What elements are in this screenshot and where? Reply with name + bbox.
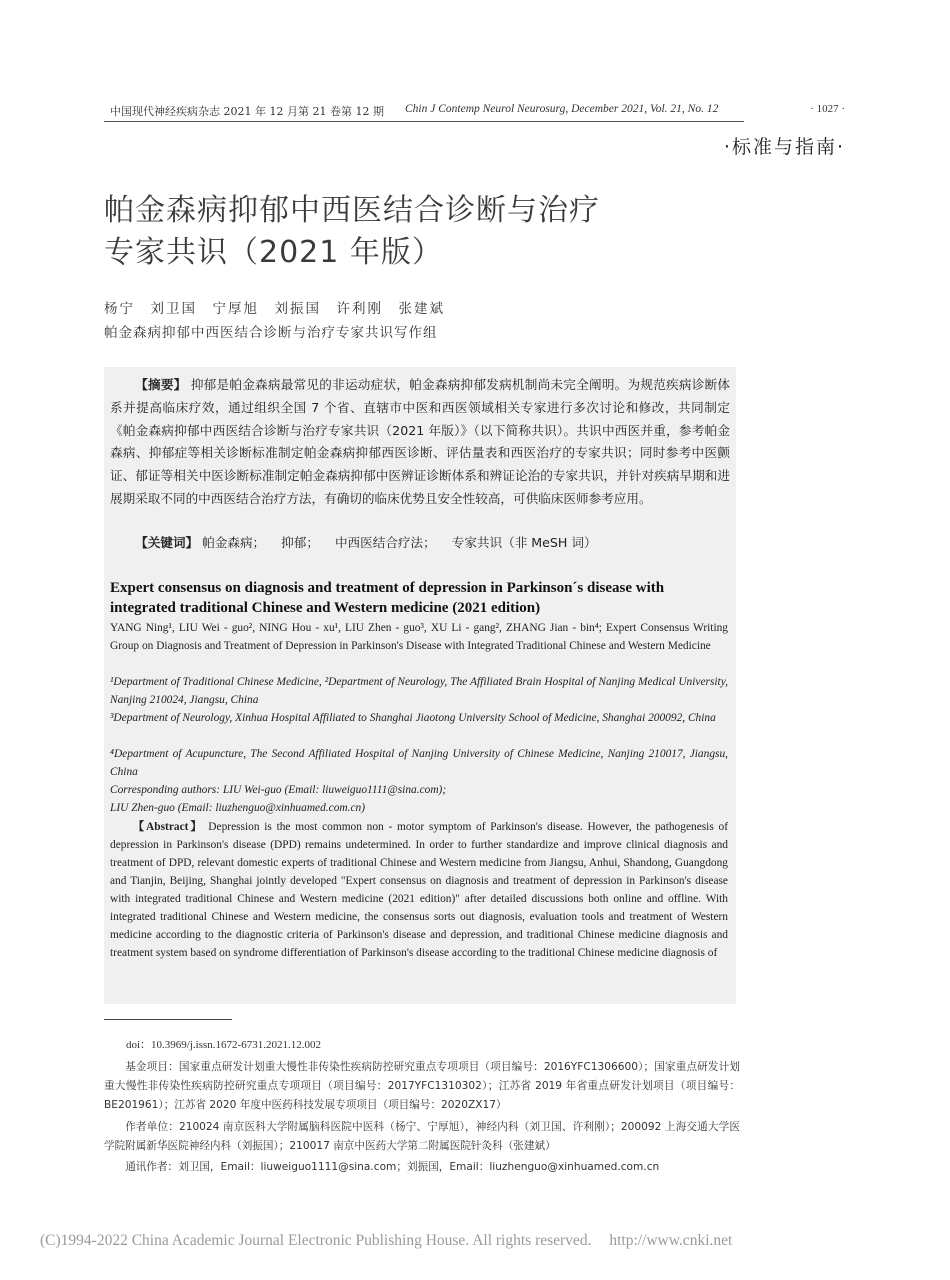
corresponding-line-1: Corresponding authors: LIU Wei-guo (Email: liuweiguo1111@sina.com); [110, 784, 447, 796]
abstract-en-text: Depression is the most common non - motor symptom of Parkinson's disease. However, the pathogenesis of depression in Parkinson's disease (DPD) remains undetermined. In order to further standardize and improve clinical diagnosis and treatment of DPD, relevant domestic experts of traditional Chinese and Western medicine from Jiangsu, Anhui, Shandong, Guangdong and Tianjin, Beijing, Shanghai jointly developed "Expert consensus on diagnosis and treatment of depression in Parkinson's disease with integrated traditional Chinese and Western medicine (2021 edition)" after detailed discussions both online and offline. With integrated traditional Chinese and Western medicine, the consensus sorts out diagnosis, evaluation tools and treatment of Western medicine according to the diagnostic criteria of Parkinson's disease and depression, and traditional Chinese medicine diagnosis and treatment system based on syndrome differentiation of Parkinson's disease according to the traditional Chinese medicine diagnosis of [110, 821, 728, 959]
article-title-en: Expert consensus on diagnosis and treatment of depression in Parkinson´s disease with integrated traditional Chinese and Western medicine (2021 edition) [110, 580, 665, 616]
copyright-text: (C)1994-2022 China Academic Journal Electronic Publishing House. All rights reserved. [40, 1232, 592, 1249]
page-number: · 1027 · [810, 103, 845, 115]
abstract-en [110, 818, 728, 962]
footnote-rule [104, 1019, 232, 1020]
journal-name-en: Chin J Contemp Neurol Neurosurg, December 2021, Vol. 21, No. 12 [405, 103, 719, 115]
authors-cn: 杨宁 刘卫国 宁厚旭 刘振国 许利刚 张建斌 [104, 301, 445, 317]
funding-note: 基金项目：国家重点研发计划重大慢性非传染性疾病防控研究重点专项项目（项目编号：2016YFC1306600）；国家重点研发计划重大慢性非传染性疾病防控研究重点专项项目（项目编号：2017YFC1310302）；江苏省 2019 年省重点研发计划项目（项目编号：BE201961）；江苏省 2020 年度中医药科技发展专项项目（项目编号：2020ZX17） [104, 1061, 740, 1111]
keyword-item: 专家共识（非 MeSH 词） [451, 535, 597, 550]
keyword-item: 中西医结合疗法； [334, 535, 436, 550]
keywords-cn [110, 534, 730, 552]
abstract-cn-label: 【摘要】 [135, 377, 187, 392]
writing-group-cn: 帕金森病抑郁中西医结合诊断与治疗专家共识写作组 [104, 325, 438, 341]
abstract-en-label: 【Abstract】 [132, 821, 204, 833]
article-title-cn [104, 190, 724, 274]
author-affiliation-note: 作者单位：210024 南京医科大学附属脑科医院中医科（杨宁、宁厚旭），神经内科（刘卫国、许利刚）；200092 上海交通大学医学院附属新华医院神经内科（刘振国）；210017 南京中医药大学第二附属医院针灸科（张建斌） [104, 1121, 740, 1152]
title-cn-line-1: 帕金森病抑郁中西医结合诊断与治疗 [104, 193, 600, 228]
running-header [110, 100, 845, 120]
abstract-cn [110, 374, 730, 511]
copyright-watermark [40, 1232, 910, 1250]
corresponding-line-2: LIU Zhen-guo (Email: liuzhenguo@xinhuamed.com.cn) [110, 802, 366, 814]
corresponding-author-note: 通讯作者：刘卫国，Email：liuweiguo1111@sina.com；刘振国，Email：liuzhenguo@xinhuamed.com.cn [125, 1161, 660, 1173]
cnki-url[interactable]: http://www.cnki.net [609, 1232, 733, 1249]
authors-en: YANG Ning¹, LIU Wei - guo², NING Hou - xu¹, LIU Zhen - guo³, XU Li - gang², ZHANG Jian - bin⁴; Expert Consensus Writing Group on Diagnosis and Treatment of Depression in Parkinson's Disease with Integrated Traditional Chinese and Western Medicine [110, 622, 728, 652]
journal-name-cn: 中国现代神经疾病杂志 2021 年 12 月第 21 卷第 12 期 [110, 105, 384, 118]
abstract-cn-text: 抑郁是帕金森病最常见的非运动症状，帕金森病抑郁发病机制尚未完全阐明。为规范疾病诊断体系并提高临床疗效，通过组织全国 7 个省、直辖市中医和西医领域相关专家进行多次讨论和修改，共同制定《帕金森病抑郁中西医结合诊断与治疗专家共识（2021 年版）》（以下简称共识）。共识中西医并重，参考帕金森病、抑郁症等相关诊断标准制定帕金森病抑郁西医诊断、评估量表和西医治疗的专家共识；同时参考中医颤证、郁证等相关中医诊断标准制定帕金森病抑郁中医辨证诊断体系和辨证论治的专家共识，并针对疾病早期和进展期采取不同的中西医结合治疗方法，有确切的临床优势且安全性较高，可供临床医师参考应用。 [110, 377, 731, 506]
keywords-cn-label: 【关键词】 [135, 535, 199, 550]
affiliation-en: ⁴Department of Acupuncture, The Second Affiliated Hospital of Nanjing University of Chinese Medicine, Nanjing 210017, Jiangsu, China [110, 748, 728, 778]
affiliation-en: ³Department of Neurology, Xinhua Hospital Affiliated to Shanghai Jiaotong University School of Medicine, Shanghai 200092, China [110, 712, 716, 724]
affiliation-en: ¹Department of Traditional Chinese Medicine, ²Department of Neurology, The Affiliated Brain Hospital of Nanjing Medical University, Nanjing 210024, Jiangsu, China [110, 676, 728, 706]
keyword-item: 抑郁； [281, 535, 319, 550]
header-rule [104, 121, 744, 122]
title-cn-line-2: 专家共识（2021 年版） [104, 235, 443, 270]
section-tag: ·标准与指南· [723, 136, 845, 158]
keyword-item: 帕金森病； [202, 535, 266, 550]
doi: doi：10.3969/j.issn.1672-6731.2021.12.002 [126, 1039, 321, 1051]
corresponding-authors-en [110, 781, 728, 817]
